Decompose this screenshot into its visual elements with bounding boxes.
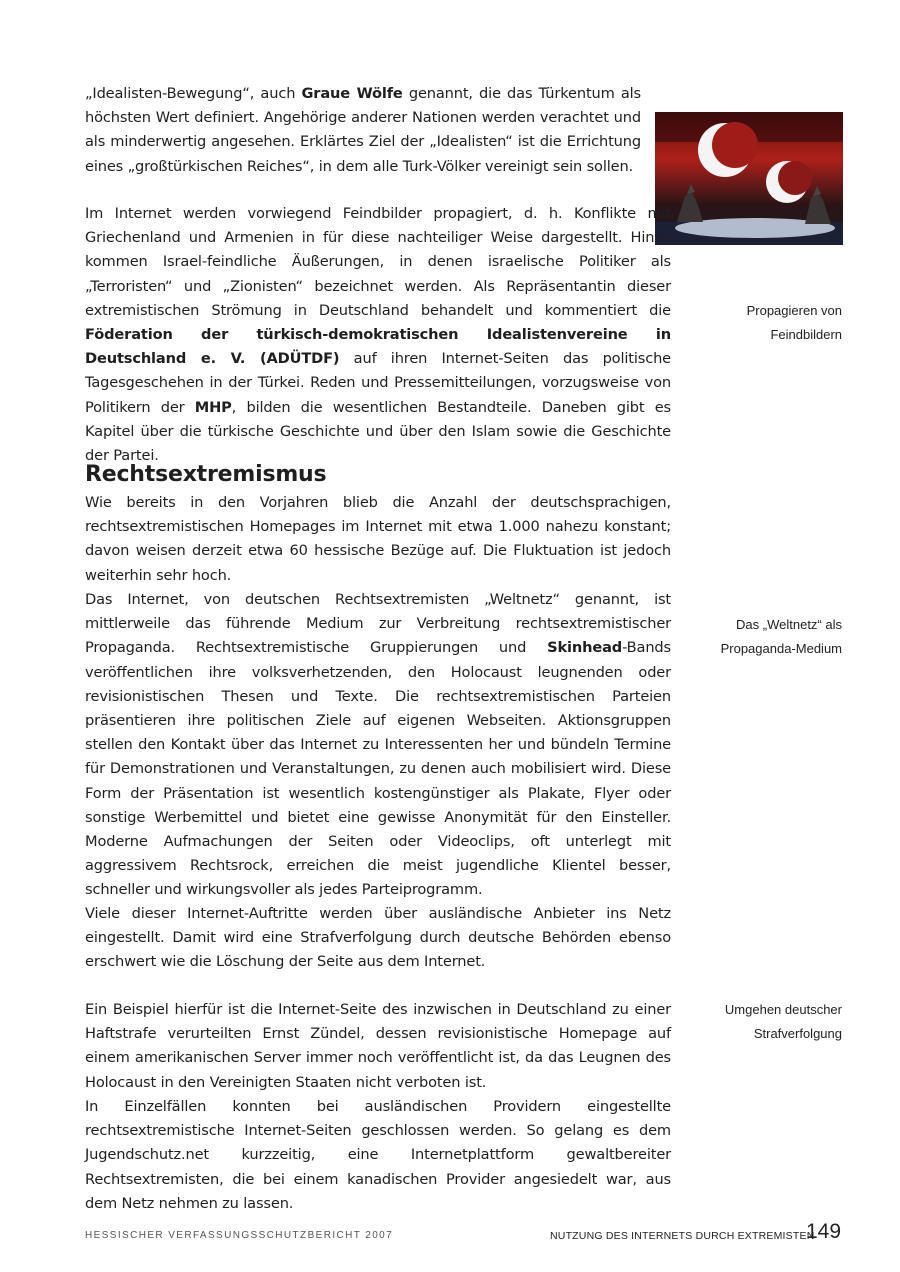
footer-report-title: HESSISCHER VERFASSUNGSSCHUTZBERICHT 2007 — [85, 1230, 394, 1241]
margin-note-feindbilder: Propagieren von Feindbildern — [746, 303, 842, 342]
section-paragraph-1: Wie bereits in den Vorjahren blieb die Anzahl der deutschsprachigen, rechtsextremistischen Homepages im Internet mit etwa 1.000 nahezu konstant; davon weisen derzeit etwa 60 hessische Bezüge auf. Die Fluktuation ist jedoch weiterhin sehr hoch. — [85, 494, 671, 584]
intro-paragraph-1: „Idealisten-Bewegung“, auch Graue Wölfe genannt, die das Türkentum als höchsten Wert definiert. Angehörige anderer Nationen werden verachtet und als minderwertig angesehen. Erklärtes Ziel der „Idealisten“ ist die Errichtung eines „großtürkischen Reiches“, in dem alle Turk-Völker vereinigt sein sollen. — [85, 85, 641, 175]
term-mhp: MHP — [194, 398, 232, 416]
section-heading: Rechtsextremismus — [85, 462, 327, 487]
crescent-wolves-image — [655, 112, 843, 245]
term-graue-woelfe: Graue Wölfe — [301, 85, 403, 102]
section-paragraph-3: Viele dieser Internet-Auftritte werden über ausländische Anbieter ins Netz eingestellt. Damit wird eine Strafverfolgung durch deutsche Behörden ebenso erschwert wie die Löschung der Seite aus dem Internet. — [85, 905, 671, 971]
margin-note-strafverfolgung: Umgehen deutscher Strafverfolgung — [724, 1002, 842, 1041]
margin-note-weltnetz: Das „Weltnetz“ als Propaganda-Medium — [720, 617, 842, 656]
page-number: 149 — [806, 1220, 842, 1243]
section-paragraph-2: Das Internet, von deutschen Rechtsextremisten „Weltnetz“ genannt, ist mittlerweile das führende Medium zur Verbreitung rechtsextremistischer Propaganda. Rechtsextremistische Gruppierungen und Skinhead-Bands veröffentlichen ihre volksverhetzenden, den Holocaust leugnenden oder revisionistischen Thesen und Texte. Die rechtsextremistischen Parteien präsentieren ihre politischen Ziele auf eigenen Webseiten. Aktionsgruppen stellen den Kontakt über das Internet zu Interessenten her und bündeln Termine für Demonstrationen und Veranstaltungen, zu denen auch mobilisiert wird. Diese Form der Präsentation ist wesentlich kostengünstiger als Plakate, Flyer oder sonstige Werbemittel und bietet eine gewisse Anonymität für den Einsteller. Moderne Aufmachungen der Seiten oder Videoclips, oft unterlegt mit aggressivem Rechtsrock, erreichen die meist jugendliche Klientel besser, schneller und wirkungsvoller als jedes Parteiprogramm. — [85, 591, 671, 899]
term-adutdf: Föderation der türkisch-demokratischen Idealistenvereine in Deutschland e. V. (ADÜTDF) — [85, 326, 671, 368]
grey-wolves-illustration — [655, 112, 843, 245]
intro-paragraph-2: Im Internet werden vorwiegend Feindbilder propagiert, d. h. Konflikte mit Griechenland und Armenien in für diese nachteiliger Weise dargestellt. Hinzu kommen Israel-feindliche Äußerungen, in denen israelische Politiker als „Terroristen“ und „Zionisten“ bezeichnet werden. Als Repräsentantin dieser extremistischen Strömung in Deutschland behandelt und kommentiert die Föderation der türkisch-demokratischen Idealistenvereine in Deutschland e. V. (ADÜTDF) auf ihren Internet-Seiten das politische Tagesgeschehen in der Türkei. Reden und Pressemitteilungen, vorzugsweise von Politikern der MHP, bilden die wesentlichen Bestandteile. Daneben gibt es Kapitel über die türkische Geschichte und über den Islam sowie die Geschichte der Partei. — [85, 205, 671, 465]
section-paragraph-5: In Einzelfällen konnten bei ausländischen Providern eingestellte rechtsextremistische Internet-Seiten geschlossen werden. So gelang es dem Jugendschutz.net kurzzeitig, eine Internetplattform gewaltbereiter Rechtsextremisten, die bei einem kanadischen Provider angesiedelt war, aus dem Netz nehmen zu lassen. — [85, 1098, 671, 1212]
section-paragraph-4: Ein Beispiel hierfür ist die Internet-Seite des inzwischen in Deutschland zu einer Haftstrafe verurteilten Ernst Zündel, dessen revisionistische Homepage auf einem amerikanischen Server immer noch veröffentlicht ist, da das Leugnen des Holocaust in den Vereinigten Staaten nicht verboten ist. — [85, 1001, 671, 1091]
footer-chapter-title: NUTZUNG DES INTERNETS DURCH EXTREMISTEN — [550, 1230, 815, 1242]
term-skinhead: Skinhead — [547, 639, 623, 657]
